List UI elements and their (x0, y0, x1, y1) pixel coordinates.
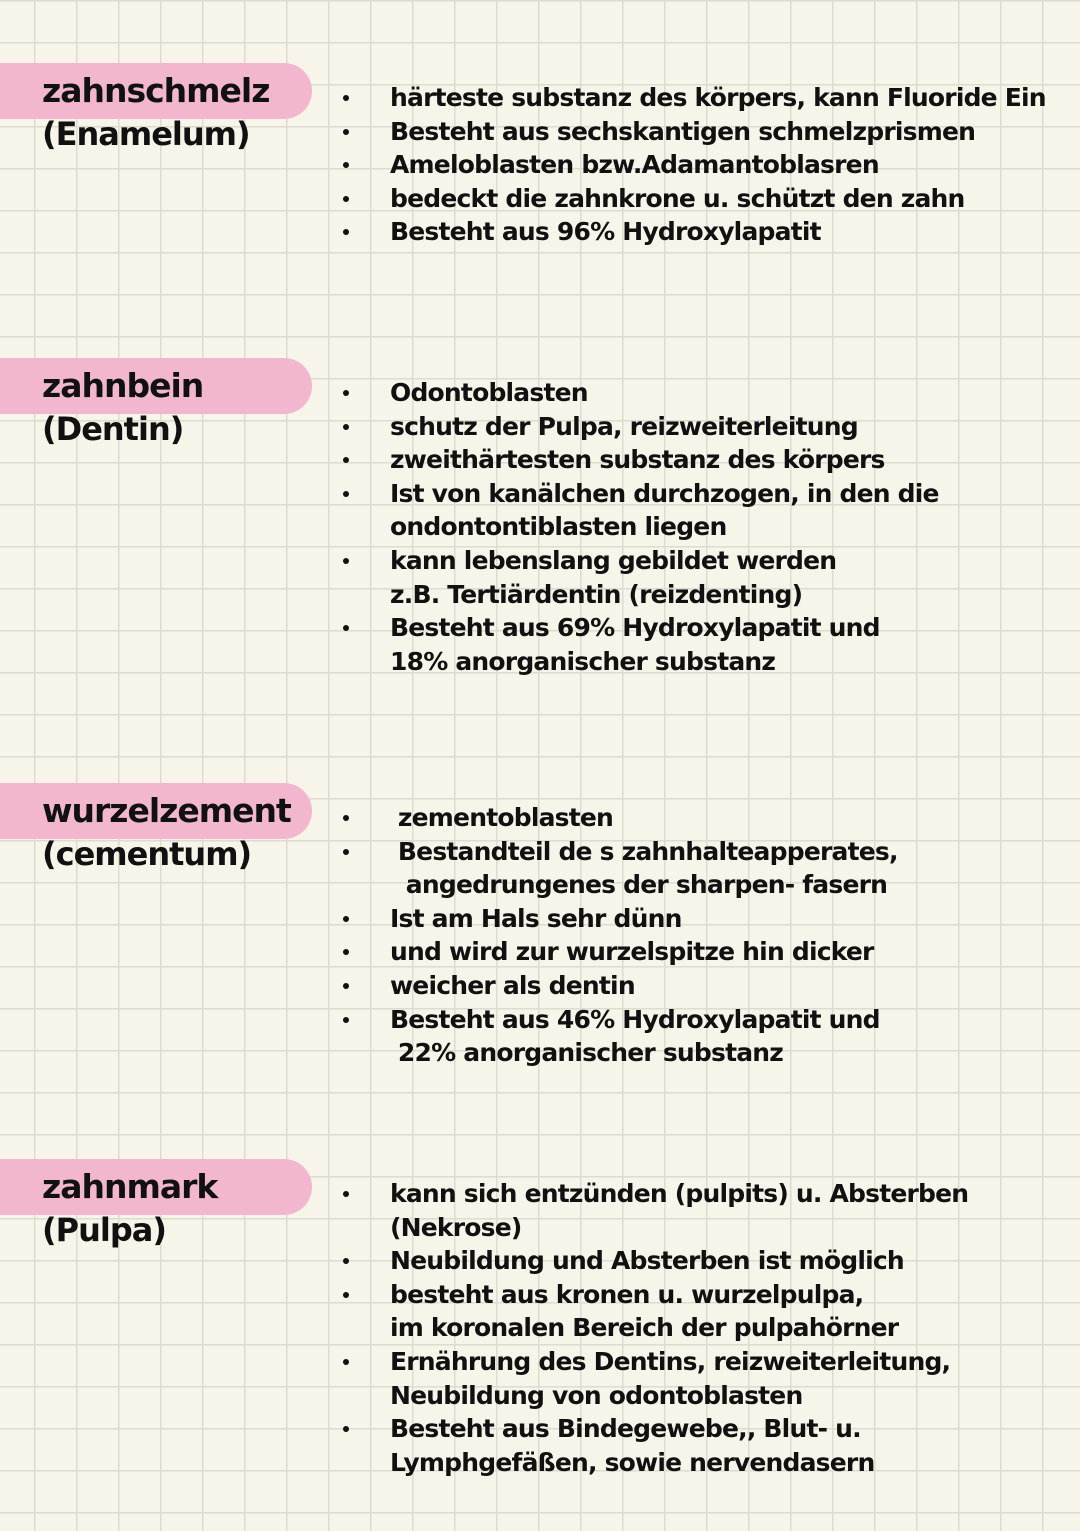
bullet-icon (343, 196, 349, 202)
list-item-text: zweithärtesten substanz des körpers (390, 445, 885, 475)
list-item (340, 835, 898, 869)
list-item (340, 801, 898, 835)
bullet-icon (343, 1292, 349, 1298)
bullet-icon (343, 491, 349, 497)
list-item-text: kann lebenslang gebildet werden (390, 545, 837, 575)
section-subtitle: (Enamelum) (42, 115, 250, 153)
list-item (340, 410, 939, 444)
bullet-icon (343, 625, 349, 631)
list-item-text: Besteht aus 46% Hydroxylapatit und (390, 1004, 880, 1034)
list-item-text: Odontoblasten (390, 378, 588, 407)
bullet-icon (343, 983, 349, 989)
list-item-text: Lymphgefäßen, sowie nervendasern (390, 1447, 875, 1477)
list-item-text: schutz der Pulpa, reizweiterleitung (390, 411, 858, 441)
list-item (340, 215, 1046, 249)
list-item (340, 1211, 968, 1245)
list-item (340, 510, 939, 544)
list-item-text: zementoblasten (390, 803, 614, 832)
list-item-text: Neubildung und Absterben ist möglich (390, 1246, 904, 1276)
bullet-icon (343, 390, 349, 396)
list-item (340, 578, 939, 612)
list-item-text: Besteht aus 69% Hydroxylapatit und (390, 613, 880, 643)
list-item-text: Ist am Hals sehr dünn (390, 903, 682, 933)
bullet-icon (343, 849, 349, 855)
section-subtitle: (Dentin) (42, 410, 184, 448)
list-item-text: weicher als dentin (390, 970, 635, 1000)
list-item (340, 902, 898, 936)
section-subtitle: (Pulpa) (42, 1211, 166, 1249)
bullet-icon (343, 95, 349, 101)
list-item-text: im koronalen Bereich der pulpahörner (390, 1313, 899, 1343)
section-title: zahnbein (42, 366, 204, 405)
list-item-text: Besteht aus sechskantigen schmelzprismen (390, 116, 976, 146)
bullet-icon (343, 162, 349, 168)
list-item (340, 1278, 968, 1312)
bullet-icon (343, 1017, 349, 1023)
list-item-text: 18% anorganischer substanz (390, 646, 776, 676)
bullet-icon (343, 424, 349, 430)
bullet-icon (343, 457, 349, 463)
bullet-icon (343, 949, 349, 955)
bullet-icon (343, 229, 349, 235)
list-item (340, 81, 1046, 115)
list-item (340, 645, 939, 679)
list-item-text: Neubildung von odontoblasten (390, 1380, 803, 1410)
list-item-text: bedeckt die zahnkrone u. schützt den zahn (390, 183, 965, 213)
list-item (340, 477, 939, 511)
bullet-icon (343, 815, 349, 821)
list-item (340, 1003, 898, 1037)
section-title: wurzelzement (42, 791, 291, 830)
list-item-text: ondontontiblasten liegen (390, 512, 727, 542)
list-item-text: härteste substanz des körpers, kann Fluoride Ein (390, 83, 1046, 112)
list-item (340, 1412, 968, 1446)
list-item-text: Bestandteil de s zahnhalteapperates, (390, 836, 898, 866)
list-item-text: Ernährung des Dentins, reizweiterleitung, (390, 1346, 951, 1376)
list-item-text: besteht aus kronen u. wurzelpulpa, (390, 1279, 864, 1309)
bullet-icon (343, 1359, 349, 1365)
list-item (340, 1177, 968, 1211)
list-item (340, 611, 939, 645)
bullet-icon (343, 558, 349, 564)
list-item-text: Besteht aus Bindegewebe,, Blut- u. (390, 1414, 861, 1444)
list-item (340, 935, 898, 969)
list-item-text: z.B. Tertiärdentin (reizdenting) (390, 579, 803, 609)
list-item (340, 1446, 968, 1480)
list-item (340, 115, 1046, 149)
list-item (340, 868, 898, 902)
section-subtitle: (cementum) (42, 835, 252, 873)
list-item (340, 1379, 968, 1413)
bullet-list (340, 1177, 968, 1479)
list-item (340, 1244, 968, 1278)
list-item (340, 376, 939, 410)
bullet-icon (343, 1191, 349, 1197)
list-item (340, 1345, 968, 1379)
list-item-text: angedrungenes der sharpen- fasern (390, 870, 888, 900)
list-item (340, 969, 898, 1003)
list-item (340, 182, 1046, 216)
list-item-text: (Nekrose) (390, 1212, 522, 1242)
list-item-text: kann sich entzünden (pulpits) u. Absterben (390, 1179, 969, 1208)
list-item-text: 22% anorganischer substanz (390, 1038, 784, 1068)
bullet-icon (343, 1258, 349, 1264)
bullet-list (340, 376, 939, 678)
list-item (340, 544, 939, 578)
list-item-text: Ameloblasten bzw.Adamantoblasren (390, 150, 879, 180)
bullet-list (340, 801, 898, 1070)
list-item (340, 148, 1046, 182)
bullet-icon (343, 129, 349, 135)
bullet-icon (343, 916, 349, 922)
list-item-text: und wird zur wurzelspitze hin dicker (390, 937, 874, 967)
bullet-list (340, 81, 1046, 249)
list-item-text: Ist von kanälchen durchzogen, in den die (390, 478, 939, 508)
list-item (340, 1036, 898, 1070)
list-item (340, 1311, 968, 1345)
section-title: zahnmark (42, 1167, 218, 1206)
list-item (340, 443, 939, 477)
list-item-text: Besteht aus 96% Hydroxylapatit (390, 217, 821, 247)
section-title: zahnschmelz (42, 71, 270, 110)
bullet-icon (343, 1426, 349, 1432)
